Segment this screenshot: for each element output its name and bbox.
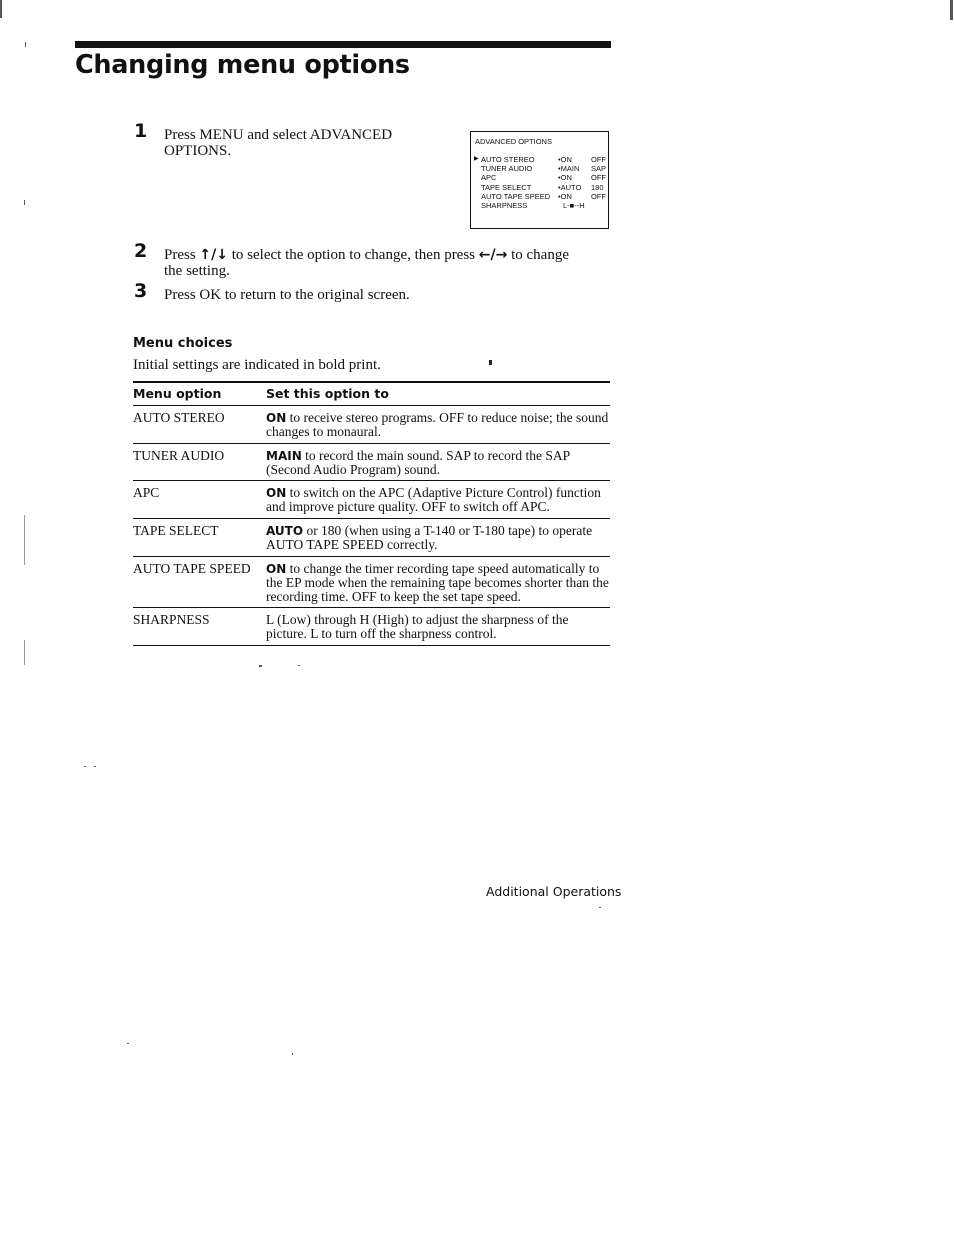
scan-mark bbox=[94, 766, 96, 767]
osd-row-value: •ON bbox=[558, 173, 572, 183]
osd-row-value: •AUTO bbox=[558, 182, 582, 192]
step-1-text bbox=[164, 127, 392, 159]
step-1-line-1: Press MENU and select ADVANCED bbox=[164, 127, 393, 143]
osd-title: ADVANCED OPTIONS bbox=[475, 137, 552, 146]
osd-row-alt: OFF bbox=[591, 173, 606, 183]
row-description: to record the main sound. SAP to record the SAP (Second Audio Program) sound. bbox=[266, 448, 570, 477]
row-default: AUTO bbox=[266, 524, 304, 538]
scan-mark bbox=[84, 766, 86, 767]
step-2-number: 2 bbox=[134, 240, 148, 262]
scan-mark bbox=[950, 0, 953, 20]
row-description: to switch on the APC (Adaptive Picture Control) function and improve picture quality. OFF to switch off APC. bbox=[266, 485, 601, 514]
row-option: AUTO STEREO bbox=[133, 410, 225, 425]
osd-row-name: APC bbox=[481, 173, 497, 183]
row-setting bbox=[266, 524, 611, 552]
osd-row-alt: 180 bbox=[591, 182, 604, 192]
scan-mark bbox=[25, 42, 26, 47]
sharpness-scale: L-■--H bbox=[563, 201, 585, 210]
row-default: ON bbox=[266, 486, 287, 500]
osd-row-alt: OFF bbox=[591, 191, 606, 201]
row-default: ON bbox=[266, 411, 287, 425]
row-setting bbox=[266, 486, 611, 514]
row-description: L (Low) through H (High) to adjust the sharpness of the picture. L to turn off the sharpness control. bbox=[266, 612, 569, 641]
table-row bbox=[133, 557, 610, 608]
step-1-number: 1 bbox=[134, 120, 148, 142]
column-header-setting: Set this option to bbox=[266, 386, 389, 401]
scan-mark bbox=[292, 1053, 293, 1055]
footer-section-label: Additional Operations bbox=[486, 884, 622, 899]
osd-row-auto-tape-speed bbox=[474, 192, 606, 201]
menu-choices-table bbox=[133, 381, 610, 646]
advanced-options-screen bbox=[470, 131, 609, 229]
table-header bbox=[133, 381, 610, 406]
osd-row-tuner-audio bbox=[474, 164, 606, 173]
page-title: Changing menu options bbox=[75, 50, 410, 80]
osd-row-value: •ON bbox=[558, 191, 572, 201]
scan-mark bbox=[24, 200, 25, 205]
osd-row-sharpness bbox=[474, 201, 606, 210]
scan-mark bbox=[298, 665, 300, 666]
menu-choices-intro: Initial settings are indicated in bold print. bbox=[133, 357, 381, 373]
row-option: TAPE SELECT bbox=[133, 523, 219, 538]
up-down-arrow-icon: ↑/↓ bbox=[199, 247, 228, 263]
row-default: ON bbox=[266, 562, 287, 576]
osd-row-alt: OFF bbox=[591, 155, 606, 164]
osd-row-name: TUNER AUDIO bbox=[481, 164, 533, 174]
table-row bbox=[133, 519, 610, 557]
row-option: TUNER AUDIO bbox=[133, 448, 225, 463]
step-2-text bbox=[164, 247, 604, 279]
osd-row-alt: SAP bbox=[591, 164, 607, 174]
step-2-line-2: the setting. bbox=[164, 263, 230, 279]
row-setting bbox=[266, 613, 611, 641]
osd-row-name: SHARPNESS bbox=[481, 201, 528, 210]
scan-mark bbox=[599, 907, 601, 908]
row-setting bbox=[266, 562, 611, 604]
column-header-option: Menu option bbox=[133, 386, 222, 401]
osd-row-auto-stereo bbox=[474, 155, 606, 164]
table-row bbox=[133, 481, 610, 519]
row-option: SHARPNESS bbox=[133, 612, 210, 627]
table-row bbox=[133, 608, 610, 646]
row-description: to change the timer recording tape speed automatically to the EP mode when the remaining tape becomes shorter than the recording time. OFF to keep the set tape speed. bbox=[266, 561, 609, 604]
step-3-number: 3 bbox=[134, 280, 148, 302]
cursor-pointer-icon: ▶ bbox=[474, 156, 479, 162]
row-setting bbox=[266, 411, 611, 439]
scan-mark bbox=[489, 360, 492, 365]
step-3-text: Press OK to return to the original screen. bbox=[164, 287, 410, 303]
scan-mark bbox=[0, 0, 2, 18]
scan-mark bbox=[127, 1043, 129, 1044]
row-setting bbox=[266, 449, 611, 477]
osd-row-name: AUTO STEREO bbox=[481, 155, 535, 164]
row-option: APC bbox=[133, 485, 160, 500]
table-row bbox=[133, 406, 610, 444]
title-rule bbox=[75, 41, 611, 48]
step-2-text-b: to select the option to change, then press bbox=[231, 247, 476, 263]
left-right-arrow-icon: ←/→ bbox=[478, 247, 508, 263]
osd-row-name: AUTO TAPE SPEED bbox=[481, 191, 551, 201]
osd-row-tape-select bbox=[474, 183, 606, 192]
osd-row-apc bbox=[474, 173, 606, 182]
osd-row-value: •ON bbox=[558, 155, 572, 164]
step-2-text-c: to change bbox=[511, 247, 569, 263]
row-description: to receive stereo programs. OFF to reduce noise; the sound changes to monaural. bbox=[266, 410, 609, 439]
row-default: MAIN bbox=[266, 449, 302, 463]
row-description: or 180 (when using a T-140 or T-180 tape) to operate AUTO TAPE SPEED correctly. bbox=[266, 523, 593, 552]
step-1-line-2: OPTIONS. bbox=[164, 143, 232, 159]
osd-row-value: •MAIN bbox=[558, 164, 580, 174]
scan-mark bbox=[24, 640, 25, 665]
table-row bbox=[133, 444, 610, 481]
menu-choices-heading: Menu choices bbox=[133, 336, 233, 351]
scan-mark bbox=[24, 515, 25, 565]
step-2-text-a: Press bbox=[164, 247, 196, 263]
row-option: AUTO TAPE SPEED bbox=[133, 561, 251, 576]
osd-row-name: TAPE SELECT bbox=[481, 182, 532, 192]
scan-mark bbox=[259, 665, 262, 667]
